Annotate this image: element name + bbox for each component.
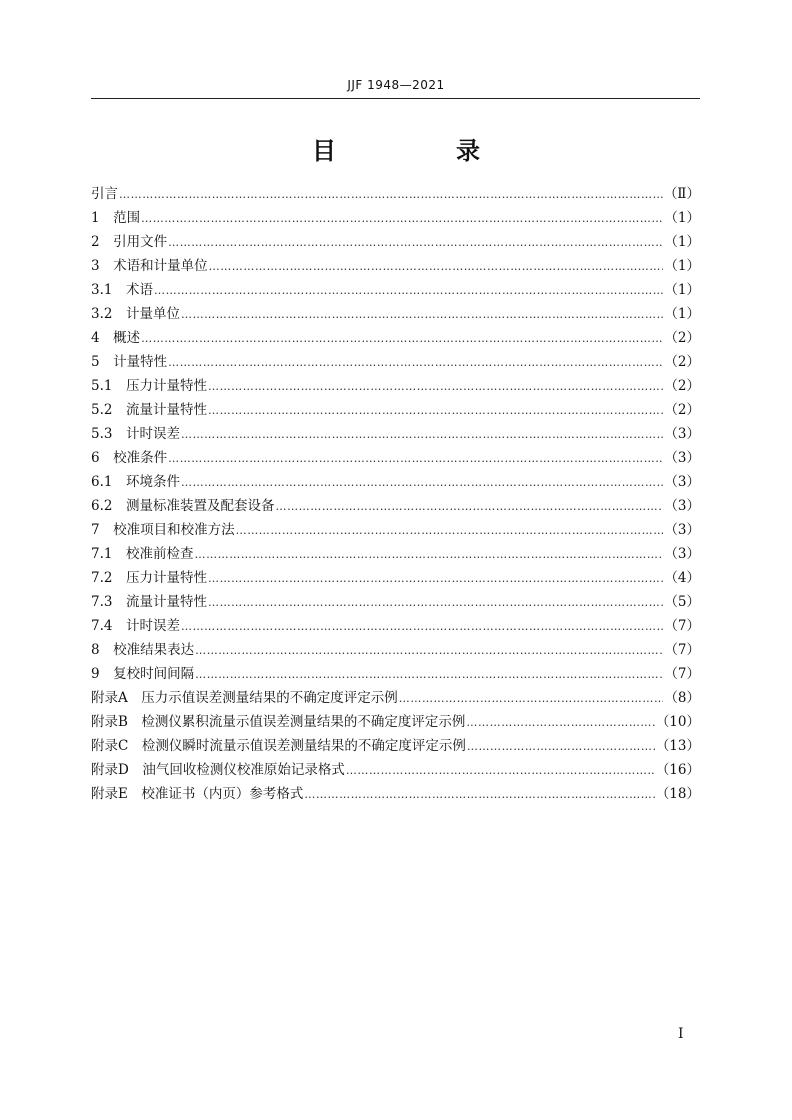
toc-entry[interactable]	[91, 662, 700, 686]
toc-entry-number: 4	[91, 330, 114, 346]
toc-entry-number: 5.3	[91, 426, 126, 442]
toc-entry-page: （7）	[664, 618, 700, 634]
toc-entry[interactable]	[91, 230, 700, 254]
toc-entry[interactable]	[91, 566, 700, 590]
toc-dot-leader	[399, 687, 664, 711]
toc-dot-leader	[195, 663, 663, 687]
toc-entry-number: 附录A	[91, 690, 142, 706]
toc-entry-page: （Ⅱ）	[663, 186, 700, 202]
toc-entry-number: 5	[91, 354, 114, 370]
toc-entry[interactable]	[91, 326, 700, 350]
toc-entry-title: 计量单位	[125, 306, 180, 322]
toc-entry-page: （3）	[664, 522, 700, 538]
toc-dot-leader	[154, 279, 663, 303]
toc-entry-title: 范围	[113, 210, 141, 226]
toc-dot-leader	[208, 567, 663, 591]
toc-dot-leader	[141, 207, 663, 231]
toc-dot-leader	[209, 255, 664, 279]
header-rule	[91, 98, 700, 99]
toc-entry-title: 复校时间间隔	[113, 666, 195, 682]
toc-entry-title: 检测仪累积流量示值误差测量结果的不确定度评定示例	[141, 714, 466, 730]
toc-entry-number: 7.2	[91, 570, 126, 586]
toc-entry-number: 5.2	[91, 402, 126, 418]
toc-entry-page: （10）	[655, 714, 700, 730]
toc-entry-title: 计时误差	[125, 426, 180, 442]
toc-entry-page: （5）	[664, 594, 700, 610]
toc-entry-number: 附录C	[91, 738, 142, 754]
toc-dot-leader	[346, 759, 655, 783]
toc-entry-title: 校准结果表达	[113, 642, 195, 658]
toc-entry-number: 6	[91, 450, 114, 466]
toc-dot-leader	[181, 303, 663, 327]
toc-dot-leader	[208, 591, 663, 615]
toc-entry-number: 3.1	[91, 282, 126, 298]
toc-entry-number: 8	[91, 642, 114, 658]
toc-dot-leader	[195, 639, 663, 663]
toc-entry-page: （4）	[664, 570, 700, 586]
toc-entry-title: 环境条件	[125, 474, 180, 490]
toc-entry-page: （1）	[664, 282, 700, 298]
toc-entry-title: 引言	[91, 186, 118, 202]
toc-entry[interactable]	[91, 374, 700, 398]
toc-entry[interactable]	[91, 302, 700, 326]
toc-entry-page: （3）	[664, 546, 700, 562]
toc-entry[interactable]	[91, 782, 700, 806]
toc-entry-title: 校准条件	[113, 450, 168, 466]
toc-entry[interactable]	[91, 614, 700, 638]
toc-entry[interactable]	[91, 590, 700, 614]
toc-entry-page: （7）	[664, 666, 700, 682]
toc-dot-leader	[168, 231, 663, 255]
toc-entry-page: （18）	[655, 786, 700, 802]
toc-entry-title: 压力示值误差测量结果的不确定度评定示例	[141, 690, 398, 706]
toc-entry[interactable]	[91, 518, 700, 542]
toc-entry-number: 5.1	[91, 378, 126, 394]
toc-dot-leader	[208, 399, 663, 423]
toc-entry-title: 校准项目和校准方法	[113, 522, 235, 538]
toc-dot-leader	[467, 735, 655, 759]
toc-entry[interactable]	[91, 182, 700, 206]
toc-entry[interactable]	[91, 446, 700, 470]
toc-dot-leader	[466, 711, 654, 735]
toc-entry[interactable]	[91, 254, 700, 278]
toc-entry[interactable]	[91, 686, 700, 710]
toc-entry-page: （1）	[664, 258, 700, 274]
toc-entry[interactable]	[91, 206, 700, 230]
toc-entry-page: （1）	[664, 210, 700, 226]
toc-entry-number: 附录E	[91, 786, 142, 802]
toc-entry-title: 校准证书（内页）参考格式	[141, 786, 304, 802]
toc-entry-title: 压力计量特性	[125, 378, 207, 394]
page-number: Ⅰ	[678, 1026, 684, 1042]
toc-entry-title: 概述	[113, 330, 141, 346]
toc-entry-number: 1	[91, 210, 114, 226]
toc-entry-page: （8）	[664, 690, 700, 706]
toc-entry[interactable]	[91, 470, 700, 494]
toc-entry-title: 计量特性	[113, 354, 168, 370]
toc-entry-number: 6.2	[91, 498, 126, 514]
toc-entry-page: （3）	[664, 426, 700, 442]
toc-entry-number: 7.4	[91, 618, 126, 634]
toc-entry-number: 附录B	[91, 714, 142, 730]
toc-entry[interactable]	[91, 494, 700, 518]
toc-entry-page: （2）	[664, 402, 700, 418]
toc-entry[interactable]	[91, 422, 700, 446]
toc-dot-leader	[181, 615, 663, 639]
toc-entry-number: 9	[91, 666, 114, 682]
toc-entry-page: （16）	[655, 762, 700, 778]
toc-dot-leader	[141, 327, 663, 351]
toc-entry-title: 油气回收检测仪校准原始记录格式	[142, 762, 345, 778]
toc-entry[interactable]	[91, 638, 700, 662]
toc-dot-leader	[236, 519, 664, 543]
toc-entry[interactable]	[91, 398, 700, 422]
toc-entry-number: 7	[91, 522, 114, 538]
toc-entry-page: （3）	[664, 474, 700, 490]
toc-entry-title: 流量计量特性	[125, 402, 207, 418]
toc-dot-leader	[168, 351, 663, 375]
toc-entry-number: 7.3	[91, 594, 126, 610]
toc-dot-leader	[119, 183, 663, 207]
toc-entry-number: 2	[91, 234, 114, 250]
toc-entry-page: （1）	[664, 306, 700, 322]
table-of-contents	[91, 182, 700, 806]
toc-dot-leader	[208, 375, 663, 399]
toc-dot-leader	[181, 423, 663, 447]
toc-entry-title: 计时误差	[125, 618, 180, 634]
document-code-header: JJF 1948—2021	[347, 78, 445, 92]
toc-entry-title: 流量计量特性	[125, 594, 207, 610]
toc-entry-number: 3.2	[91, 306, 126, 322]
toc-entry-title: 引用文件	[113, 234, 168, 250]
toc-entry-page: （2）	[664, 330, 700, 346]
toc-entry-page: （13）	[655, 738, 700, 754]
toc-entry-page: （2）	[664, 378, 700, 394]
toc-entry[interactable]	[91, 350, 700, 374]
toc-entry-number: 7.1	[91, 546, 126, 562]
toc-entry-number: 6.1	[91, 474, 126, 490]
toc-entry-title: 术语	[125, 282, 153, 298]
toc-entry-title: 检测仪瞬时流量示值误差测量结果的不确定度评定示例	[141, 738, 466, 754]
toc-entry-number: 3	[91, 258, 114, 274]
toc-dot-leader	[304, 783, 654, 807]
toc-entry-page: （3）	[664, 450, 700, 466]
toc-entry-page: （7）	[664, 642, 700, 658]
toc-dot-leader	[168, 447, 663, 471]
toc-entry[interactable]	[91, 758, 700, 782]
toc-entry-number: 附录D	[91, 762, 143, 778]
toc-entry-title: 测量标准装置及配套设备	[125, 498, 275, 514]
toc-entry-title: 压力计量特性	[125, 570, 207, 586]
toc-dot-leader	[275, 495, 663, 519]
toc-dot-leader	[181, 471, 663, 495]
toc-entry-page: （2）	[664, 354, 700, 370]
toc-entry-title: 术语和计量单位	[113, 258, 208, 274]
page-title: 目 录	[312, 137, 528, 165]
toc-entry-page: （1）	[664, 234, 700, 250]
toc-entry[interactable]	[91, 278, 700, 302]
toc-entry-page: （3）	[664, 498, 700, 514]
toc-dot-leader	[194, 543, 663, 567]
toc-entry[interactable]	[91, 710, 700, 734]
toc-entry-title: 校准前检查	[125, 546, 194, 562]
toc-entry[interactable]	[91, 542, 700, 566]
toc-entry[interactable]	[91, 734, 700, 758]
